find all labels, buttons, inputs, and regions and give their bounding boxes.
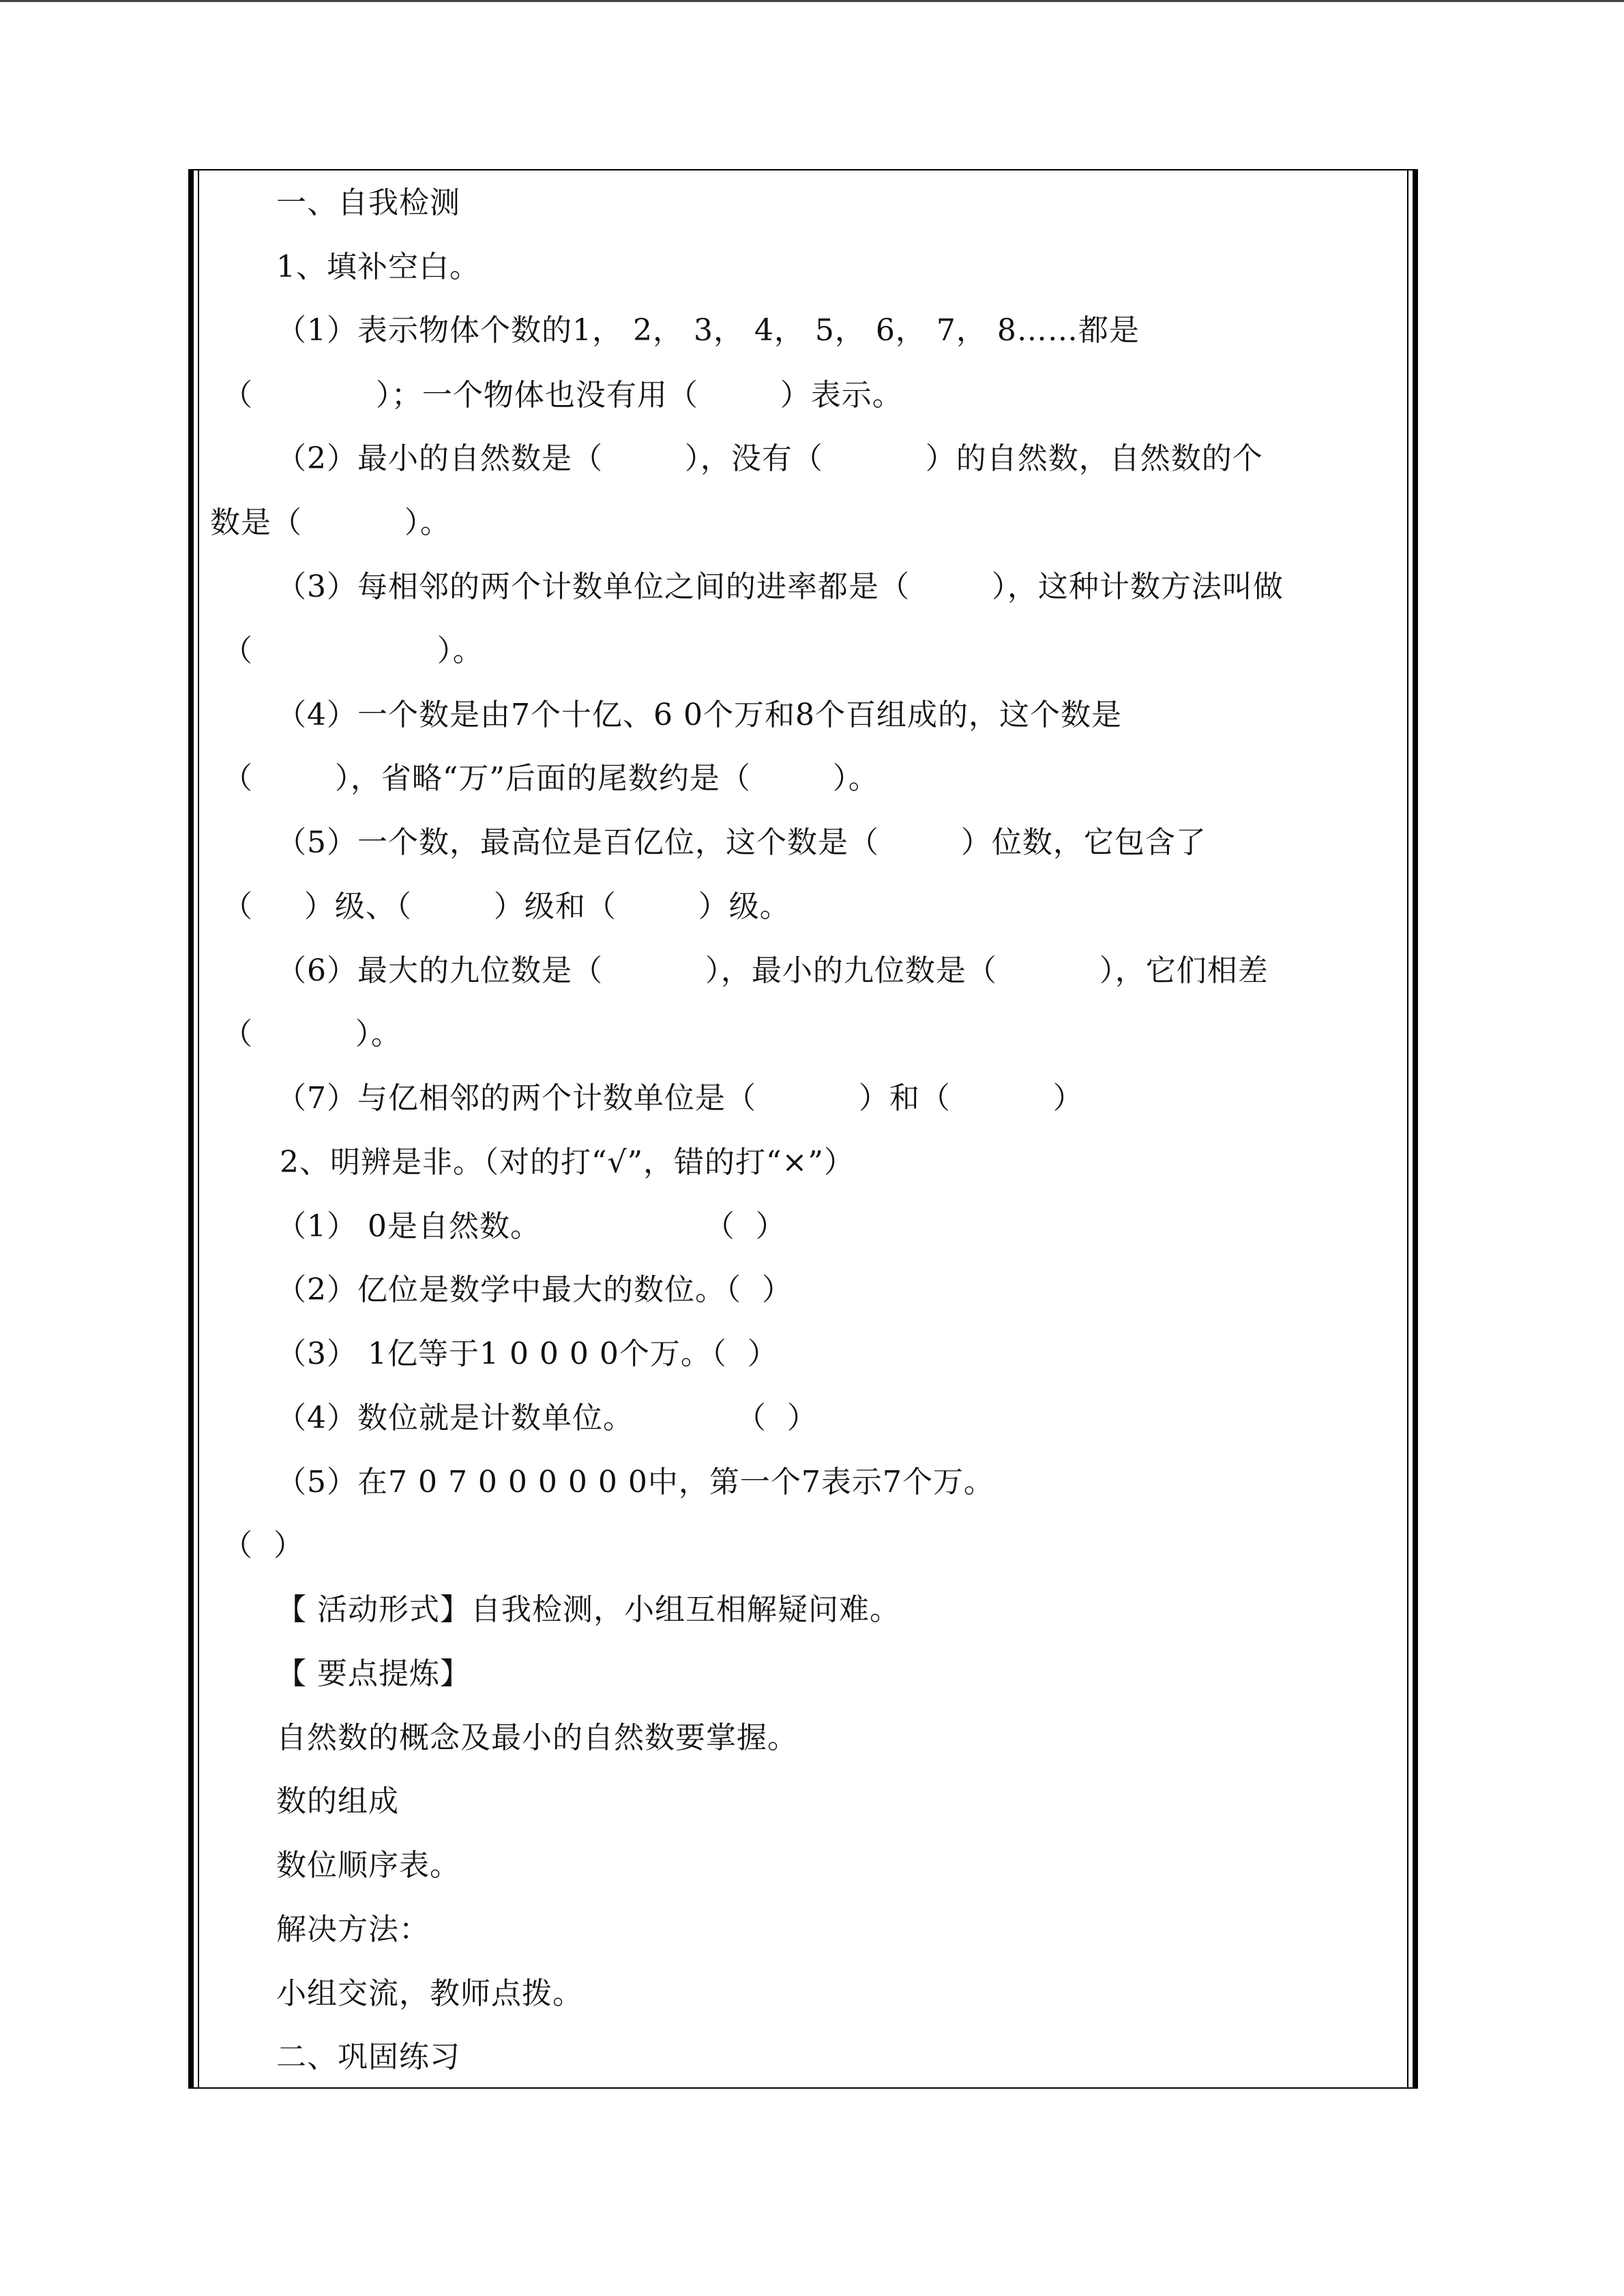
solution-method-heading: 解决方法： [276,1912,430,1947]
frame-left-thick-border [188,170,194,2087]
question-1-item-3-line-1: （3）每相邻的两个计数单位之间的进率都是（ ），这种计数方法叫做 [276,569,1284,604]
question-1-item-4-line-1: （4）一个数是由7个十亿、6 0个万和8个百组成的，这个数是 [276,698,1122,732]
frame-right-thin-border [1407,170,1408,2087]
question-1-item-4-line-2: （ ），省略“万”后面的尾数约是（ ）。 [222,761,879,796]
question-1-heading: 1、填补空白。 [276,250,480,284]
frame-right-thick-border [1413,170,1418,2087]
question-2-item-5-line-2: （ ） [222,1528,304,1563]
question-1-item-5-line-1: （5）一个数，最高位是百亿位，这个数是（ ）位数，它包含了 [276,825,1207,860]
question-1-item-3-line-2: （ ）。 [222,633,484,668]
question-1-item-1-line-2: （ ）；一个物体也没有用（ ）表示。 [222,378,903,413]
question-2-item-3: （3） 1亿等于1 0 0 0 0个万。（ ） [276,1337,778,1371]
section-heading-practice: 二、巩固练习 [276,2040,460,2074]
activity-form: 【 活动形式】自我检测，小组互相解疑问难。 [276,1592,900,1627]
key-point-1: 自然数的概念及最小的自然数要掌握。 [276,1720,798,1755]
question-1-item-1-line-1: （1）表示物体个数的1， 2， 3， 4， 5， 6， 7， 8……都是 [276,313,1140,348]
page-top-rule [0,0,1624,2]
key-point-3: 数位顺序表。 [276,1848,460,1883]
question-2-item-2: （2）亿位是数学中最大的数位。（ ） [276,1272,793,1307]
question-1-item-7: （7）与亿相邻的两个计数单位是（ ）和（ ） [276,1081,1084,1116]
key-points-heading: 【 要点提炼】 [276,1656,471,1691]
frame-left-thin-border [198,170,199,2087]
question-2-heading: 2、明辨是非。（对的打“√”，错的打“×”） [280,1145,855,1180]
key-point-2: 数的组成 [276,1784,399,1819]
question-1-item-5-line-2: （ ）级、（ ）级和（ ）级。 [222,889,791,924]
question-1-item-2-line-1: （2）最小的自然数是（ ），没有（ ）的自然数，自然数的个 [276,441,1263,476]
question-2-item-5-line-1: （5）在7 0 7 0 0 0 0 0 0中，第一个7表示7个万。 [276,1465,994,1500]
question-1-item-6-line-2: （ ）。 [222,1017,402,1052]
solution-method-text: 小组交流，教师点拨。 [276,1976,583,2011]
section-heading-self-check: 一、自我检测 [276,185,460,220]
question-1-item-2-line-2: 数是（ ）。 [210,505,451,540]
question-1-item-6-line-1: （6）最大的九位数是（ ），最小的九位数是（ ），它们相差 [276,953,1269,988]
question-2-item-1: （1） 0是自然数。 （ ） [276,1209,786,1244]
question-2-item-4: （4）数位就是计数单位。 （ ） [276,1401,818,1435]
